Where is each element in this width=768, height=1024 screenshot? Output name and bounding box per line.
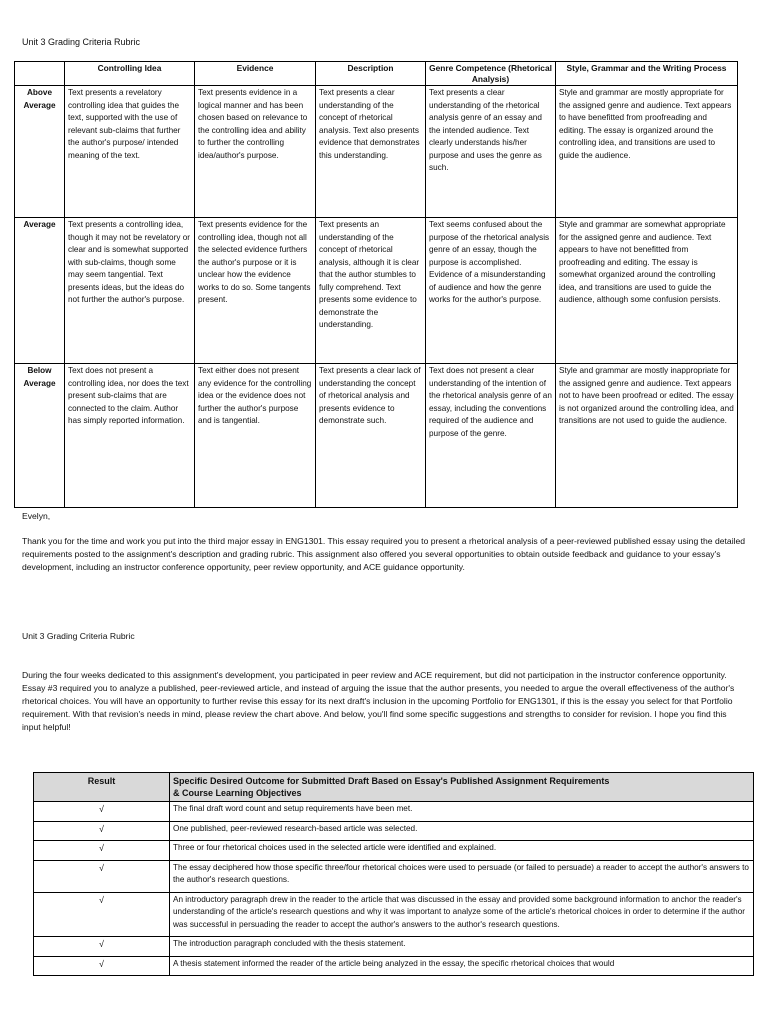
rubric-cell: Text presents a clear understanding of the concept of rhetorical analysis. Text also presents evidence that demonstrates this understanding.: [316, 86, 426, 218]
checkmark: √: [34, 841, 170, 861]
rubric-row-below-average: [15, 364, 738, 508]
rubric-cell: Text presents a clear understanding of the rhetorical analysis genre of an essay and the intended audience. Text clearly understands his/her purpose and uses the genre as such.: [426, 86, 556, 218]
rubric-cell: Text does not present a controlling idea, nor does the text present sub-claims that are connected to the claim. Author has simply reported information.: [65, 364, 195, 508]
letter-paragraph: During the four weeks dedicated to this assignment's development, you participated in peer review and ACE requirement, but did not participation in the instructor conference opportunity. Essay #3 required you to analyze a published, peer-reviewed article, and instead of arguing the issue that the author presents, you needed to argue the overall effectiveness of the author's rhetorical choices. You will have an opportunity to further revise this essay for its next draft's inclusion in the upcoming Portfolio for ENG1301, if this is the essay you select for that Portfolio requirement. With that revision's needs in mind, please review the chart above. And below, you'll find some specific suggestions and strengths to consider for revision. I hope you find this input helpful!: [22, 670, 735, 732]
checkmark: √: [34, 802, 170, 822]
feedback-outcome: Three or four rhetorical choices used in the selected article were identified and explained.: [170, 841, 754, 861]
rubric-cell: Style and grammar are somewhat appropriate for the assigned genre and audience. Text appears to have not benefitted from proofreading and editing. The essay is somewhat organized around the controlling idea, and transitions are used to guide the audience, although some confusion persists.: [556, 218, 738, 364]
rubric-header-cell: Description: [316, 62, 426, 86]
rubric-cell: Text presents an understanding of the concept of rhetorical analysis, although it is clear that the author stumbles to fully comprehend. Text presents some evidence to demonstrate the understanding.: [316, 218, 426, 364]
checkmark: √: [34, 821, 170, 841]
feedback-outcome: One published, peer-reviewed research-based article was selected.: [170, 821, 754, 841]
rubric-cell: Text seems confused about the purpose of the rhetorical analysis genre of an essay, though the purpose is accomplished. Evidence of a misunderstanding of audience and how the genre works for the author's purpose.: [426, 218, 556, 364]
letter-paragraph: Thank you for the time and work you put into the third major essay in ENG1301. This essay required you to present a rhetorical analysis of a peer-reviewed published essay using the detailed requirements posted to the assignment's description and grading rubric. This assignment also offered you several opportunities to obtain outside feedback and guidance to your essay's development, including an instructor conference opportunity, peer review opportunity, and ACE guidance opportunity.: [22, 536, 746, 572]
rubric-cell: Style and grammar are mostly inappropriate for the assigned genre and audience. Text appears not to have been proofread or edited. The essay is not organized around the controlling idea, and transitions are not used to guide the audience.: [556, 364, 738, 508]
rubric-header-row: [15, 62, 738, 86]
rubric-subtitle: Unit 3 Grading Criteria Rubric: [22, 631, 135, 641]
feedback-row: [34, 956, 754, 976]
rubric-level-label: Below Average: [15, 364, 65, 508]
feedback-row: [34, 821, 754, 841]
feedback-outcomes-table: [33, 772, 754, 976]
rubric-header-cell: Evidence: [195, 62, 316, 86]
rubric-row-average: [15, 218, 738, 364]
rubric-header-cell: [15, 62, 65, 86]
rubric-level-label: Above Average: [15, 86, 65, 218]
grading-rubric-table: [14, 61, 738, 508]
checkmark: √: [34, 937, 170, 957]
rubric-cell: Text either does not present any evidence for the controlling idea or the evidence does not further the author's purpose and is tangential.: [195, 364, 316, 508]
feedback-header-result: Result: [34, 773, 170, 802]
rubric-cell: Text presents evidence for the controlling idea, though not all the selected evidence furthers the author's purpose or it is unclear how the evidence works to do so. Some tangents present.: [195, 218, 316, 364]
rubric-cell: Text does not present a clear understanding of the intention of the rhetorical analysis genre of an essay, including the conventions required of the audience and purpose of the genre.: [426, 364, 556, 508]
checkmark: √: [34, 956, 170, 976]
rubric-header-cell: Style, Grammar and the Writing Process: [556, 62, 738, 86]
feedback-outcome: An introductory paragraph drew in the reader to the article that was discussed in the essay and provided some background information to anchor the reader's understanding of the article's research questions and why it was important to analyze some of the article's rhetorical choices in order to determine if the author was successful in persuading the reader to accept the author's answers to the author's research questions.: [170, 892, 754, 937]
feedback-row: [34, 841, 754, 861]
feedback-header-outcome-line: & Course Learning Objectives: [173, 788, 302, 798]
letter-salutation: Evelyn,: [22, 511, 51, 521]
rubric-header-cell: Controlling Idea: [65, 62, 195, 86]
rubric-cell: Text presents a controlling idea, though it may not be revelatory or clear and is somewhat supported with sub-claims, though some may seem tangential. Text presents ideas, but the ideas do not further the author's purpose.: [65, 218, 195, 364]
feedback-row: [34, 937, 754, 957]
feedback-row: [34, 802, 754, 822]
checkmark: √: [34, 860, 170, 892]
rubric-cell: Style and grammar are mostly appropriate for the assigned genre and audience. Text appears to have benefitted from proofreading and editing. The essay is organized around the controlling idea, and transitions are used to guide the audience.: [556, 86, 738, 218]
feedback-header-row: [34, 773, 754, 802]
feedback-header-outcome-line: Specific Desired Outcome for Submitted Draft Based on Essay's Published Assignment Requirements: [173, 776, 610, 786]
rubric-header-cell: Genre Competence (Rhetorical Analysis): [426, 62, 556, 86]
rubric-cell: Text presents a clear lack of understanding the concept of rhetorical analysis and presents evidence to demonstrate such.: [316, 364, 426, 508]
feedback-header-outcome: [170, 773, 754, 802]
feedback-outcome: The essay deciphered how those specific three/four rhetorical choices were used to persuade (or failed to persuade) a reader to accept the author's answers to the author's research questions.: [170, 860, 754, 892]
feedback-row: [34, 892, 754, 937]
rubric-cell: Text presents a revelatory controlling idea that guides the text, supported with the use of relevant sub-claims that further the author's purpose/ intended meaning of the text.: [65, 86, 195, 218]
document-title: Unit 3 Grading Criteria Rubric: [22, 37, 141, 47]
feedback-outcome: A thesis statement informed the reader of the article being analyzed in the essay, the specific rhetorical choices that would: [170, 956, 754, 976]
rubric-cell: Text presents evidence in a logical manner and has been chosen based on relevance to the controlling idea and ability to further the controlling idea/author's purpose.: [195, 86, 316, 218]
feedback-outcome: The final draft word count and setup requirements have been met.: [170, 802, 754, 822]
rubric-level-label: Average: [15, 218, 65, 364]
feedback-row: [34, 860, 754, 892]
rubric-row-above-average: [15, 86, 738, 218]
feedback-outcome: The introduction paragraph concluded with the thesis statement.: [170, 937, 754, 957]
checkmark: √: [34, 892, 170, 937]
